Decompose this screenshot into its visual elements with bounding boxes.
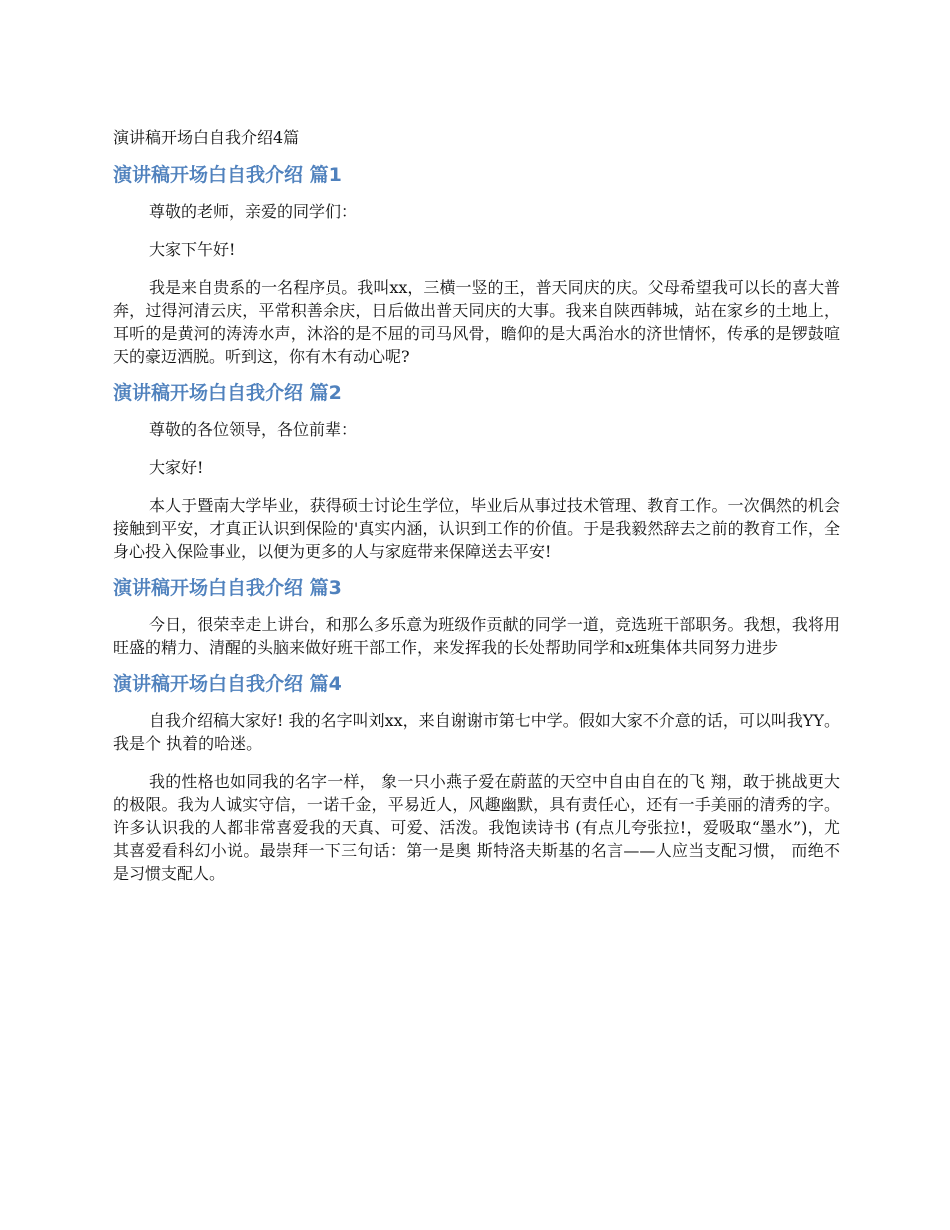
section-heading: 演讲稿开场白自我介绍 篇1 <box>113 164 342 186</box>
paragraph: 大家好! <box>149 458 204 477</box>
section-3 <box>113 575 840 659</box>
section-2 <box>113 380 840 563</box>
section-heading: 演讲稿开场白自我介绍 篇4 <box>113 673 342 695</box>
section-heading: 演讲稿开场白自我介绍 篇3 <box>113 577 342 599</box>
section-1 <box>113 162 840 368</box>
document-title: 演讲稿开场白自我介绍4篇 <box>113 128 300 147</box>
document-page <box>113 126 840 897</box>
paragraph: 今日，很荣幸走上讲台，和那么多乐意为班级作贡献的同学一道，竞选班干部职务。我想，我将用旺盛的精力、清醒的头脑来做好班干部工作，来发挥我的长处帮助同学和x班集体共同努力进步 <box>113 615 840 657</box>
paragraph: 尊敬的各位领导，各位前辈： <box>149 420 358 439</box>
paragraph: 尊敬的老师，亲爱的同学们： <box>149 202 358 221</box>
paragraph: 本人于暨南大学毕业，获得硕士讨论生学位，毕业后从事过技术管理、教育工作。一次偶然的机会接触到平安，才真正认识到保险的'真实内涵，认识到工作的价值。于是我毅然辞去之前的教育工作，全身心投入保险事业，以便为更多的人与家庭带来保障送去平安! <box>113 496 840 561</box>
paragraph: 大家下午好! <box>149 240 236 259</box>
paragraph: 自我介绍稿大家好! 我的名字叫刘xx，来自谢谢市第七中学。假如大家不介意的话，可以叫我YY。我是个 执着的哈迷。 <box>113 711 840 753</box>
section-4 <box>113 671 840 885</box>
paragraph: 我的性格也如同我的名字一样， 象一只小燕子爱在蔚蓝的天空中自由自在的飞 翔，敢于挑战更大的极限。我为人诚实守信，一诺千金，平易近人，风趣幽默，具有责任心，还有一手美丽的清秀的字。许多认识我的人都非常喜爱我的天真、可爱、活泼。我饱读诗书 (有点儿夸张拉!，爱吸取“墨水”)，尤其喜爱看科幻小说。最崇拜一下三句话：第一是奥 斯特洛夫斯基的名言——人应当支配习惯， 而绝不是习惯支配人。 <box>113 772 840 883</box>
section-heading: 演讲稿开场白自我介绍 篇2 <box>113 382 342 404</box>
paragraph: 我是来自贵系的一名程序员。我叫xx，三横一竖的王，普天同庆的庆。父母希望我可以长的喜大普奔，过得河清云庆，平常积善余庆，日后做出普天同庆的大事。我来自陕西韩城，站在家乡的土地上，耳听的是黄河的涛涛水声，沐浴的是不屈的司马风骨，瞻仰的是大禹治水的济世情怀，传承的是锣鼓喧天的豪迈洒脱。听到这，你有木有动心呢? <box>113 278 840 366</box>
